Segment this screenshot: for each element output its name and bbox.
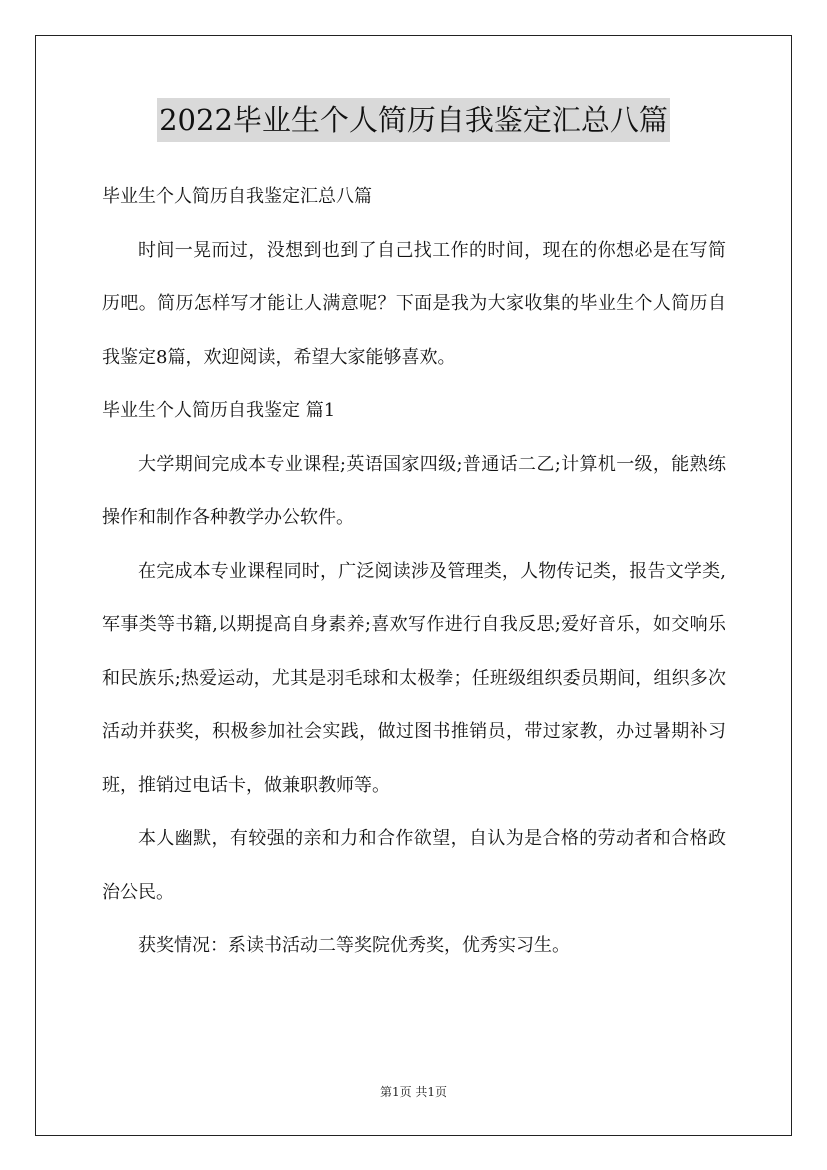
paragraph: 本人幽默，有较强的亲和力和合作欲望，自认为是合格的劳动者和合格政治公民。: [102, 828, 726, 903]
subtitle: 毕业生个人简历自我鉴定汇总八篇: [102, 186, 372, 207]
paragraph: 获奖情况：系读书活动二等奖院优秀奖，优秀实习生。: [138, 935, 570, 956]
paragraph: 在完成本专业课程同时，广泛阅读涉及管理类，人物传记类，报告文学类,军事类等书籍,以期提高自身素养;喜欢写作进行自我反思;爱好音乐，如交响乐和民族乐;热爱运动，尤其是羽毛球和太极拳；任班级组织委员期间，组织多次活动并获奖，积极参加社会实践，做过图书推销员，带过家教，办过暑期补习班，推销过电话卡，做兼职教师等。: [102, 560, 726, 796]
section-heading: 毕业生个人简历自我鉴定 篇1: [102, 400, 336, 421]
paragraph: 大学期间完成本专业课程;英语国家四级;普通话二乙;计算机一级，能熟练操作和制作各种教学办公软件。: [102, 453, 726, 528]
document-body: [102, 170, 726, 973]
title-container: [0, 98, 827, 142]
intro-paragraph: 时间一晃而过，没想到也到了自己找工作的时间，现在的你想必是在写简历吧。简历怎样写才能让人满意呢？下面是我为大家收集的毕业生个人简历自我鉴定8篇，欢迎阅读，希望大家能够喜欢。: [102, 239, 726, 368]
page-footer: 第1页 共1页: [379, 1085, 448, 1099]
document-title: 2022毕业生个人简历自我鉴定汇总八篇: [157, 98, 670, 142]
